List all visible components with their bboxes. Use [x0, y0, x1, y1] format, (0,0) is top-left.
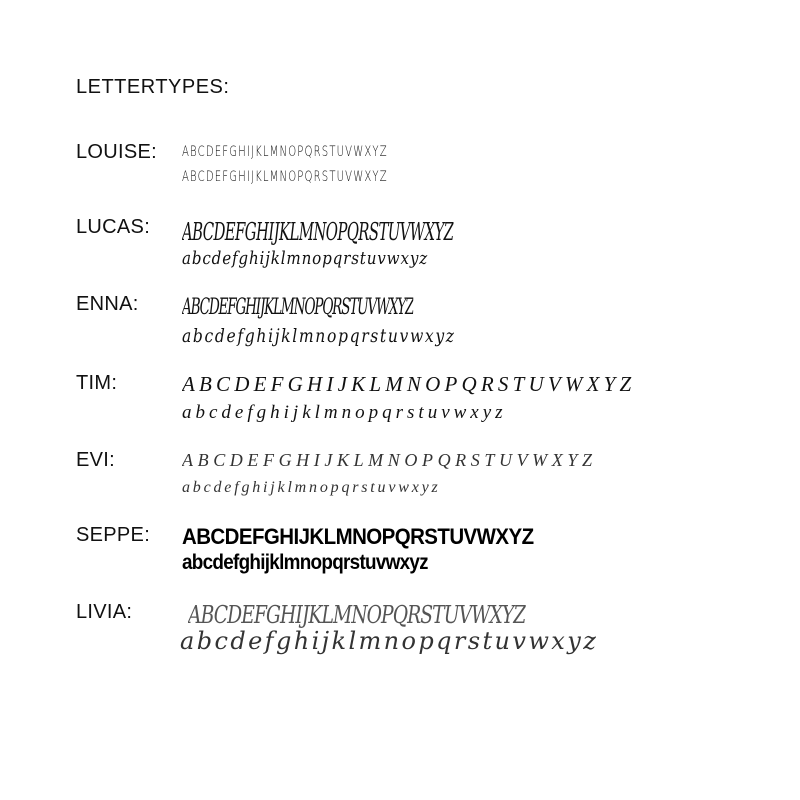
font-name-label: ENNA:: [76, 293, 139, 315]
font-sample-tim: [76, 372, 776, 442]
lowercase-alphabet-sample: abcdefghijklmnopqrstuvwxyz: [182, 479, 441, 496]
uppercase-alphabet-sample: ABCDEFGHIJKLMNOPQRSTUVWXYZ: [182, 450, 597, 470]
font-sample-livia: [76, 601, 776, 671]
uppercase-alphabet-sample: ABCDEFGHIJKLMNOPQRSTUVWXYZ: [182, 524, 534, 549]
font-sample-enna: [76, 293, 776, 363]
font-name-label: EVI:: [76, 449, 115, 471]
uppercase-alphabet-sample: ABCDEFGHIJKLMNOPQRSTUVWXYZ: [182, 295, 414, 320]
lowercase-alphabet-sample: abcdefghijklmnopqrstuvwxyz: [182, 325, 456, 347]
page-title: LETTERTYPES:: [76, 76, 230, 98]
font-sample-louise: [76, 141, 776, 211]
uppercase-alphabet-sample: ABCDEFGHIJKLMNOPQRSTUVWXYZ: [182, 372, 636, 396]
lowercase-alphabet-sample: abcdefghijklmnopqrstuvwxyz: [180, 627, 599, 655]
lowercase-alphabet-sample: abcdefghijklmnopqrstuvwxyz: [182, 402, 507, 423]
uppercase-alphabet-sample: ABCDEFGHIJKLMNOPQRSTUVWXYZ: [188, 601, 526, 629]
font-name-label: LOUISE:: [76, 141, 158, 163]
font-sample-evi: [76, 449, 776, 519]
font-name-label: LUCAS:: [76, 216, 151, 238]
font-name-label: SEPPE:: [76, 524, 151, 546]
uppercase-alphabet-sample: ABCDEFGHIJKLMNOPQRSTUVWXYZ: [182, 144, 388, 160]
second-alphabet-sample: ABCDEFGHIJKLMNOPQRSTUVWXYZ: [182, 169, 388, 185]
font-name-label: LIVIA:: [76, 601, 133, 623]
uppercase-alphabet-sample: ABCDEFGHIJKLMNOPQRSTUVWXYZ: [182, 218, 454, 246]
font-name-label: TIM:: [76, 372, 118, 394]
lowercase-alphabet-sample: abcdefghijklmnopqrstuvwxyz: [182, 248, 429, 269]
font-sample-lucas: [76, 216, 776, 286]
font-sample-seppe: [76, 524, 776, 594]
lowercase-alphabet-sample: abcdefghijklmnopqrstuvwxyz: [182, 551, 428, 574]
